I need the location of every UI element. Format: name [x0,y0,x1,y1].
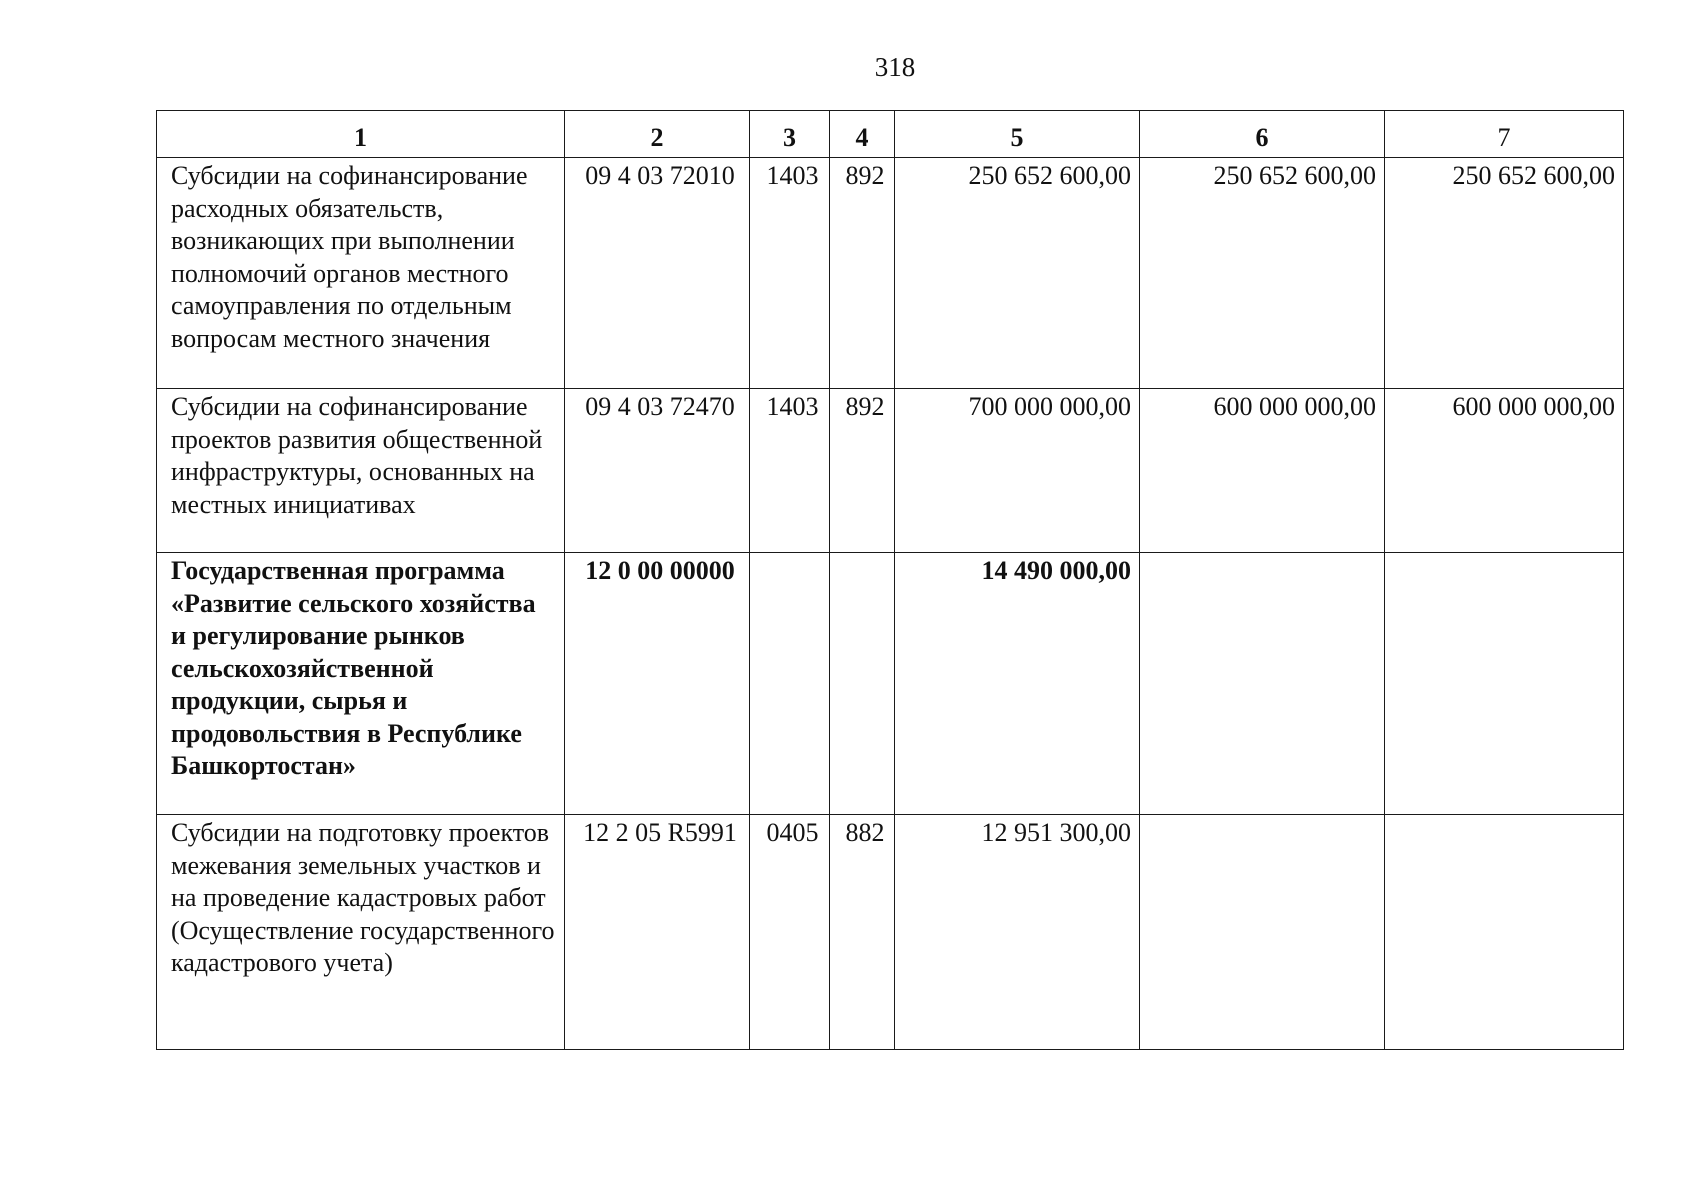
column-header-1: 1 [157,111,565,158]
row-amount-2: 600 000 000,00 [1140,389,1385,553]
row-amount-1: 700 000 000,00 [895,389,1140,553]
row-section: 1403 [750,158,830,389]
table-row [157,553,1624,815]
row-name: Субсидии на подготовку проектов межевания земельных участков и на проведение кадастровых работ (Осуществление государственного кадастрового учета) [157,815,565,1050]
row-name: Государственная программа «Развитие сельского хозяйства и регулирование рынков сельскохозяйственной продукции, сырья и продовольствия в Республике Башкортостан» [157,553,565,815]
row-amount-2 [1140,553,1385,815]
row-name: Субсидии на софинансирование расходных обязательств, возникающих при выполнении полномочий органов местного самоуправления по отдельным вопросам местного значения [157,158,565,389]
table-header-row [157,111,1624,158]
column-header-4: 4 [830,111,895,158]
row-code: 09 4 03 72010 [565,158,750,389]
row-code: 12 2 05 R5991 [565,815,750,1050]
row-section: 1403 [750,389,830,553]
row-ministry: 882 [830,815,895,1050]
column-header-7: 7 [1385,111,1624,158]
column-header-6: 6 [1140,111,1385,158]
row-amount-3: 600 000 000,00 [1385,389,1624,553]
row-amount-2 [1140,815,1385,1050]
row-name: Субсидии на софинансирование проектов развития общественной инфраструктуры, основанных на местных инициативах [157,389,565,553]
table-row [157,389,1624,553]
row-amount-2: 250 652 600,00 [1140,158,1385,389]
row-amount-1: 250 652 600,00 [895,158,1140,389]
row-ministry [830,553,895,815]
page-number: 318 [874,52,916,82]
row-amount-3 [1385,815,1624,1050]
row-amount-1: 12 951 300,00 [895,815,1140,1050]
row-section [750,553,830,815]
row-section: 0405 [750,815,830,1050]
table-row [157,815,1624,1050]
row-code: 12 0 00 00000 [565,553,750,815]
budget-table [156,110,1624,1050]
table-row [157,158,1624,389]
column-header-5: 5 [895,111,1140,158]
column-header-3: 3 [750,111,830,158]
row-ministry: 892 [830,158,895,389]
row-amount-3: 250 652 600,00 [1385,158,1624,389]
row-ministry: 892 [830,389,895,553]
row-code: 09 4 03 72470 [565,389,750,553]
row-amount-3 [1385,553,1624,815]
column-header-2: 2 [565,111,750,158]
row-amount-1: 14 490 000,00 [895,553,1140,815]
